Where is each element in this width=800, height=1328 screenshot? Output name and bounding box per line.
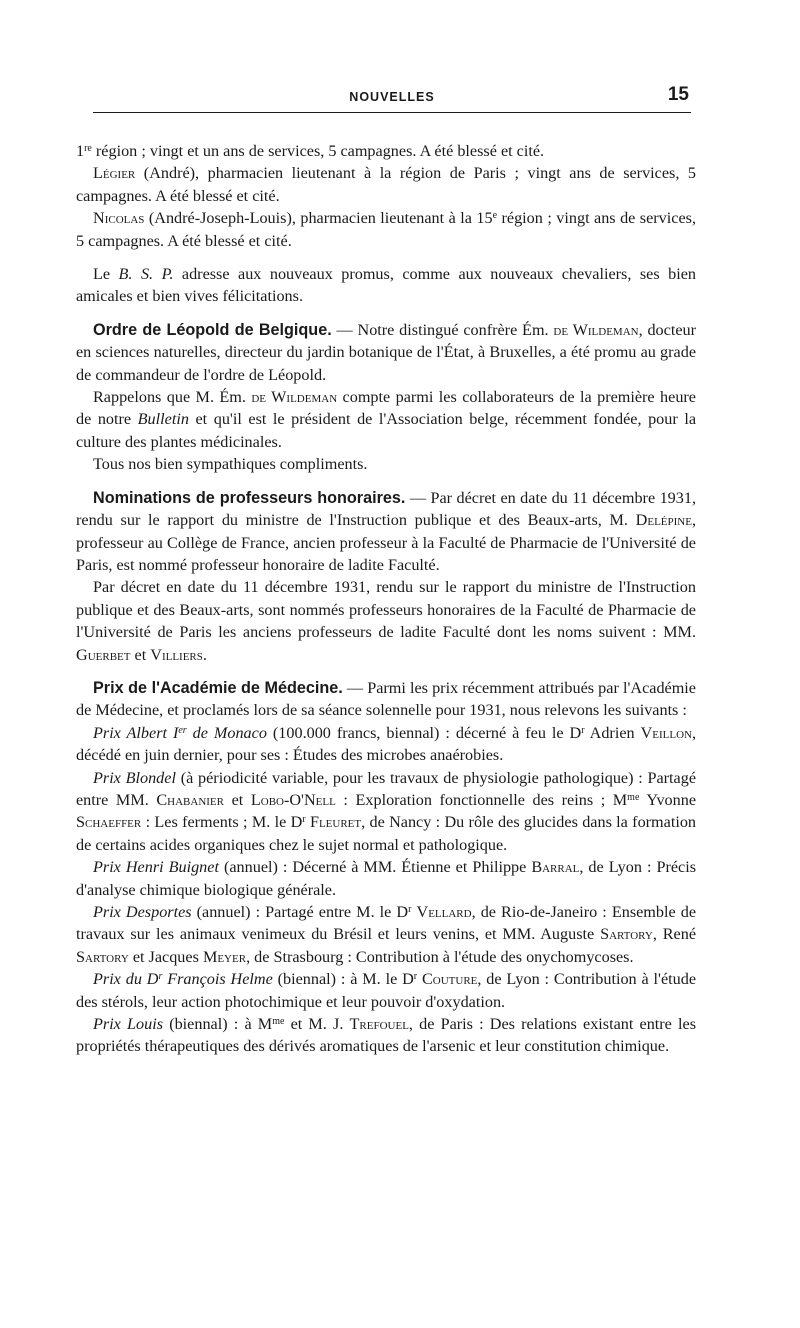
page-header <box>93 86 691 113</box>
person-name: Guerbet <box>76 645 131 664</box>
person-name: Barral <box>531 858 580 877</box>
person-name: Trefouel <box>349 1015 409 1034</box>
person-name: de Wildeman <box>553 320 639 339</box>
section-heading: Ordre de Léopold de Belgique. <box>93 320 332 339</box>
section-heading: Nominations de professeurs honoraires. <box>93 488 406 507</box>
legion-entry: Nicolas (André-Joseph-Louis), pharmacien lieutenant à la 15e région ; vingt ans de services, 5 campagnes. A été blessé et cité. <box>76 209 696 250</box>
prize-entry: Prix Desportes (annuel) : Partagé entre M. le $D^r$ Vellard, de Rio-de-Janeiro : Ensemble de travaux sur les animaux venimeux du Brésil et leurs venins, et MM. Auguste Sartory, René Sartory et Jacques Meyer, de Strasbourg : Contribution à l'étude des onychomycoses. <box>76 903 697 966</box>
person-name: Schaeffer <box>76 813 142 832</box>
person-name: Lobo-O'Nell <box>250 790 336 809</box>
person-name: Villiers <box>150 645 203 664</box>
prize-entry: Prix Henri Buignet (annuel) : Décerné à MM. Étienne et Philippe Barral, de Lyon : Précis d'analyse chimique biologique générale. <box>76 858 696 899</box>
running-title: NOUVELLES <box>349 90 435 104</box>
prize-name: Prix Louis <box>93 1015 164 1034</box>
ordinal-sup: re <box>84 143 92 154</box>
prize-name: Prix du $D^r$ François Helme <box>93 970 273 989</box>
person-name: Couture <box>422 970 478 989</box>
person-name: Légier <box>93 164 136 183</box>
leopold-paragraph: Tous nos bien sympathiques compliments. <box>93 455 368 474</box>
person-name: Sartory <box>76 947 129 966</box>
legion-entry: Légier (André), pharmacien lieutenant à la région de Paris ; vingt ans de services, 5 campagnes. A été blessé et cité. <box>76 164 696 205</box>
congratulations-paragraph: Le B. S. P. adresse aux nouveaux promus, comme aux nouveaux chevaliers, ses bien amicales et bien vives félicitations. <box>76 265 696 306</box>
prize-name: Prix Blondel <box>93 768 176 787</box>
prix-section: Prix de l'Académie de Médecine. — Parmi les prix récemment attribués par l'Académie de Médecine, et proclamés lors de sa séance solennelle pour 1931, nous relevons les suivants : <box>76 678 696 720</box>
person-name: Veillon <box>640 723 692 742</box>
person-name: Sartory <box>600 925 653 944</box>
section-heading: Prix de l'Académie de Médecine. <box>93 678 343 697</box>
person-name: Fleuret <box>309 813 362 832</box>
prize-entry: Prix Louis (biennal) : à $M^{me}$ et M. J. Trefouel, de Paris : Des relations existant entre les propriétés thérapeutiques des dérivés aromatiques de l'arsenic et leur constitution chimique. <box>76 1015 697 1056</box>
person-name: de Wildeman <box>251 388 338 407</box>
prize-entry: Prix du $D^r$ François Helme (biennal) : à M. le $D^r$ Couture, de Lyon : Contribution à l'étude des stérols, leur action photochimique et leur pouvoir d'oxydation. <box>76 970 697 1011</box>
nominations-section: Nominations de professeurs honoraires. — Par décret en date du 11 décembre 1931, rendu sur le rapport du ministre de l'Instruction publique et des Beaux-arts, M. Delépine, professeur au Collège de France, ancien professeur à la Faculté de Pharmacie de l'Université de Paris, est nommé professeur honoraire de ladite Faculté. <box>76 488 696 574</box>
leopold-paragraph: Rappelons que M. Ém. de Wildeman compte parmi les collaborateurs de la première heure de notre Bulletin et qu'il est le président de l'Association belge, récemment fondée, pour la culture des plantes médicinales. <box>76 388 696 451</box>
prize-name: Prix Desportes <box>93 903 192 921</box>
page-body <box>76 140 696 1058</box>
prize-entry: Prix Albert Ier de Monaco (100.000 francs, biennal) : décerné à feu le $D^r$ Adrien Veillon, décédé en juin dernier, pour ses : Études des microbes anaérobies. <box>76 723 697 765</box>
person-name: Meyer <box>202 947 247 966</box>
legion-entry: 1re région ; vingt et un ans de services, 5 campagnes. A été blessé et cité. <box>76 142 545 160</box>
prize-name: Prix Albert Ier de Monaco <box>93 723 267 742</box>
person-name: Delépine <box>635 511 692 530</box>
person-name: Nicolas <box>93 209 145 228</box>
prize-entry: Prix Blondel (à périodicité variable, pour les travaux de physiologie pathologique) : Partagé entre MM. Chabanier et Lobo-O'Nell : Exploration fonctionnelle des reins ; $M^{me}$ Yvonne Schaeffer : Les ferments ; M. le $D^r$ Fleuret, de Nancy : Du rôle des glucides dans la formation de certains acides organiques chez le sujet normal et pathologique. <box>76 768 697 854</box>
page-number: 15 <box>667 84 689 105</box>
person-name: Chabanier <box>156 790 224 809</box>
prize-name: Prix Henri Buignet <box>93 858 219 877</box>
nominations-paragraph: Par décret en date du 11 décembre 1931, rendu sur le rapport du ministre de l'Instruction publique et des Beaux-arts, sont nommés professeurs honoraires de la Faculté de Pharmacie de l'Université de Paris les anciens professeurs de ladite Faculté dont les noms suivent : MM. Guerbet et Villiers. <box>76 578 696 664</box>
person-name: Vellard <box>416 903 472 921</box>
leopold-section: Ordre de Léopold de Belgique. — Notre distingué confrère Ém. de Wildeman, docteur en sciences naturelles, directeur du jardin botanique de l'État, à Bruxelles, a été promu au grade de commandeur de l'ordre de Léopold. <box>76 320 696 384</box>
